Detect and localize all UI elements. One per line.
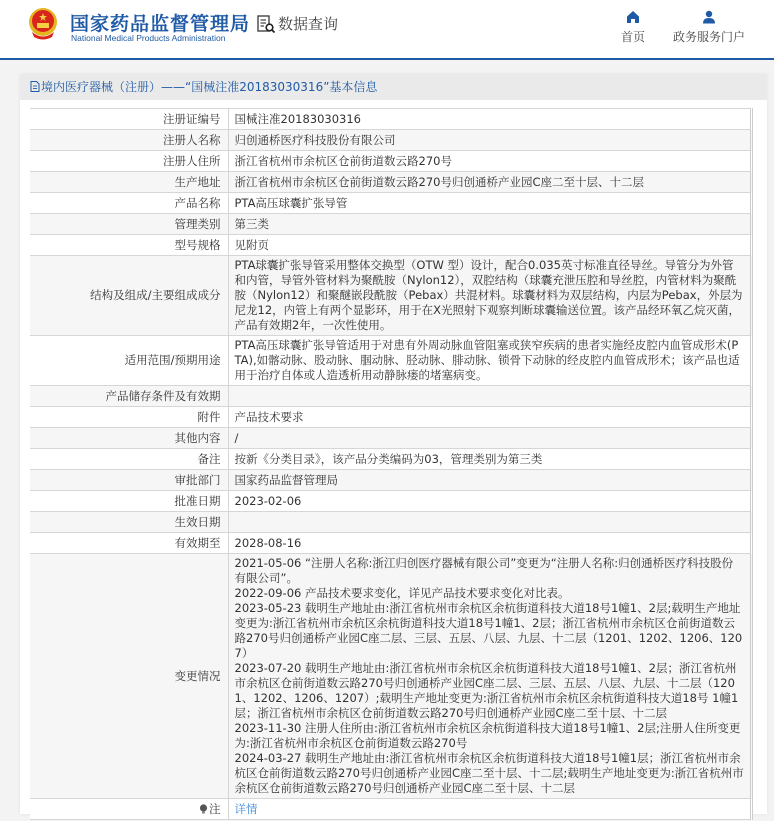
table-row [30, 336, 752, 386]
change-entry: 2022-09-06 产品技术要求变化，详见产品技术要求变化对比表。 [234, 586, 570, 600]
field-value: 按新《分类目录》，该产品分类编码为03，管理类别为第三类 [228, 449, 752, 470]
table-row [30, 533, 752, 554]
field-label: 注册人住所 [30, 151, 228, 172]
field-label: 结构及组成/主要组成成分 [30, 256, 228, 336]
change-history [228, 554, 752, 799]
home-icon [626, 10, 640, 24]
table-row [30, 470, 752, 491]
table-row [30, 235, 752, 256]
panel-title-text: 境内医疗器械（注册）——“国械注准20183030316”基本信息 [41, 80, 378, 94]
field-value: 浙江省杭州市余杭区仓前街道数云路270号归创通桥产业园C座二至十层、十二层 [228, 172, 752, 193]
site-header [0, 0, 774, 60]
panel-title [20, 74, 767, 100]
field-label: 产品储存条件及有效期 [30, 386, 228, 407]
info-table [30, 108, 753, 820]
national-emblem-icon [27, 7, 59, 41]
field-value: 2023-02-06 [228, 491, 752, 512]
change-entry: 2024-03-27 载明生产地址由:浙江省杭州市余杭区余杭街道科技大道18号1幢1层；浙江省杭州市余杭区仓前街道数云路270号归创通桥产业园C座二至十层、十二层;载明生产地址变更为:浙江省杭州市余杭区仓前街道数云路270号归创通桥产业园C座二至十层、十二层 [234, 751, 744, 795]
field-value [228, 512, 752, 533]
field-label: 管理类别 [30, 214, 228, 235]
field-value [228, 386, 752, 407]
field-label: 批准日期 [30, 491, 228, 512]
table-row [30, 172, 752, 193]
field-value: 归创通桥医疗科技股份有限公司 [228, 130, 752, 151]
field-label: 变更情况 [30, 554, 228, 799]
field-label: 生产地址 [30, 172, 228, 193]
nav-service-portal[interactable] [670, 10, 748, 45]
table-row [30, 151, 752, 172]
table-row-note [30, 799, 752, 820]
table-row [30, 407, 752, 428]
change-entry: 2023-11-30 注册人住所由:浙江省杭州市余杭区余杭街道科技大道18号1幢1、2层;注册人住所变更为:浙江省杭州市余杭区仓前街道数云路270号 [234, 721, 741, 750]
note-label: 注 [209, 801, 221, 816]
field-value: 第三类 [228, 214, 752, 235]
nav-portal-label: 政务服务门户 [672, 30, 745, 44]
table-row [30, 256, 752, 336]
field-value: 产品技术要求 [228, 407, 752, 428]
detail-panel [20, 74, 767, 814]
field-label: 审批部门 [30, 470, 228, 491]
field-value: 国家药品监督管理局 [228, 470, 752, 491]
table-row [30, 109, 752, 130]
table-row [30, 386, 752, 407]
field-value: 2028-08-16 [228, 533, 752, 554]
details-link[interactable]: 详情 [234, 801, 258, 816]
field-value: 国械注准20183030316 [228, 109, 752, 130]
table-row [30, 491, 752, 512]
field-value: PTA高压球囊扩张导管适用于对患有外周动脉血管阻塞或狭窄疾病的患者实施经皮腔内血管成形术(PTA),如髂动脉、股动脉、腘动脉、胫动脉、腓动脉、锁骨下动脉的经皮腔内血管成形术；该产品也适用于治疗自体或人造透析用动静脉瘘的堵塞病变。 [228, 336, 752, 386]
nav-home-label: 首页 [620, 30, 645, 44]
field-label: 附件 [30, 407, 228, 428]
field-value: 见附页 [228, 235, 752, 256]
change-entry: 2023-07-20 载明生产地址由:浙江省杭州市余杭区余杭街道科技大道18号1幢1、2层；浙江省杭州市余杭区仓前街道数云路270号归创通桥产业园C座二层、三层、五层、八层、九层、十二层（1201、1202、1206、1207）;载明生产地址变更为:浙江省杭州市余杭区余杭街道科技大道18号 1幢1层；浙江省杭州市余杭区仓前街道数云路270号归创通桥产业园C座二至十层、十二层 [234, 661, 739, 720]
document-icon [30, 81, 40, 92]
note-label-cell [30, 799, 228, 820]
field-value: / [228, 428, 752, 449]
field-label: 生效日期 [30, 512, 228, 533]
field-value: PTA高压球囊扩张导管 [228, 193, 752, 214]
field-label: 有效期至 [30, 533, 228, 554]
user-icon [702, 10, 716, 24]
field-label: 其他内容 [30, 428, 228, 449]
table-row [30, 512, 752, 533]
table-row [30, 193, 752, 214]
data-query-link[interactable] [256, 13, 338, 34]
table-row [30, 214, 752, 235]
table-row [30, 130, 752, 151]
nav-home[interactable] [618, 10, 648, 45]
change-entry: 2023-05-23 载明生产地址由:浙江省杭州市余杭区余杭街道科技大道18号1幢1、2层;载明生产地址变更为:浙江省杭州市余杭区余杭街道科技大道18号1幢1、2层；浙江省杭州市余杭区仓前街道数云路270号归创通桥产业园C座二层、三层、五层、八层、九层、十二层（1201、1202、1206、1207） [234, 601, 743, 660]
table-row-changes [30, 554, 752, 799]
field-label: 型号规格 [30, 235, 228, 256]
note-value [228, 799, 752, 820]
document-search-icon [256, 14, 276, 34]
field-value: 浙江省杭州市余杭区仓前街道数云路270号 [228, 151, 752, 172]
field-label: 适用范围/预期用途 [30, 336, 228, 386]
field-label: 注册人名称 [30, 130, 228, 151]
field-value: PTA球囊扩张导管采用整体交换型（OTW 型）设计，配合0.035英寸标准直径导丝。导管分为外管和内管，导管外管材料为聚酰胺（Nylon12），双腔结构（球囊充泄压腔和导丝腔，内管材料为聚酰胺（Nylon12）和聚醚嵌段酰胺（Pebax）共混材料。球囊材料为双层结构，内层为Pebax，外层为尼龙12，内管上有两个显影环，用于在X光照射下观察判断球囊输送位置。该产品经环氧乙烷灭菌，产品有效期2年，一次性使用。 [228, 256, 752, 336]
change-entry: 2021-05-06 “注册人名称:浙江归创医疗器械有限公司”变更为“注册人名称:归创通桥医疗科技股份有限公司”。 [234, 556, 734, 585]
field-label: 注册证编号 [30, 109, 228, 130]
brand-name-en: National Medical Products Administration [71, 33, 226, 43]
table-row [30, 428, 752, 449]
lightbulb-icon [199, 804, 208, 814]
data-query-label: 数据查询 [278, 15, 339, 33]
field-label: 备注 [30, 449, 228, 470]
table-row [30, 449, 752, 470]
field-label: 产品名称 [30, 193, 228, 214]
brand-name-cn: 国家药品监督管理局 [70, 13, 251, 35]
